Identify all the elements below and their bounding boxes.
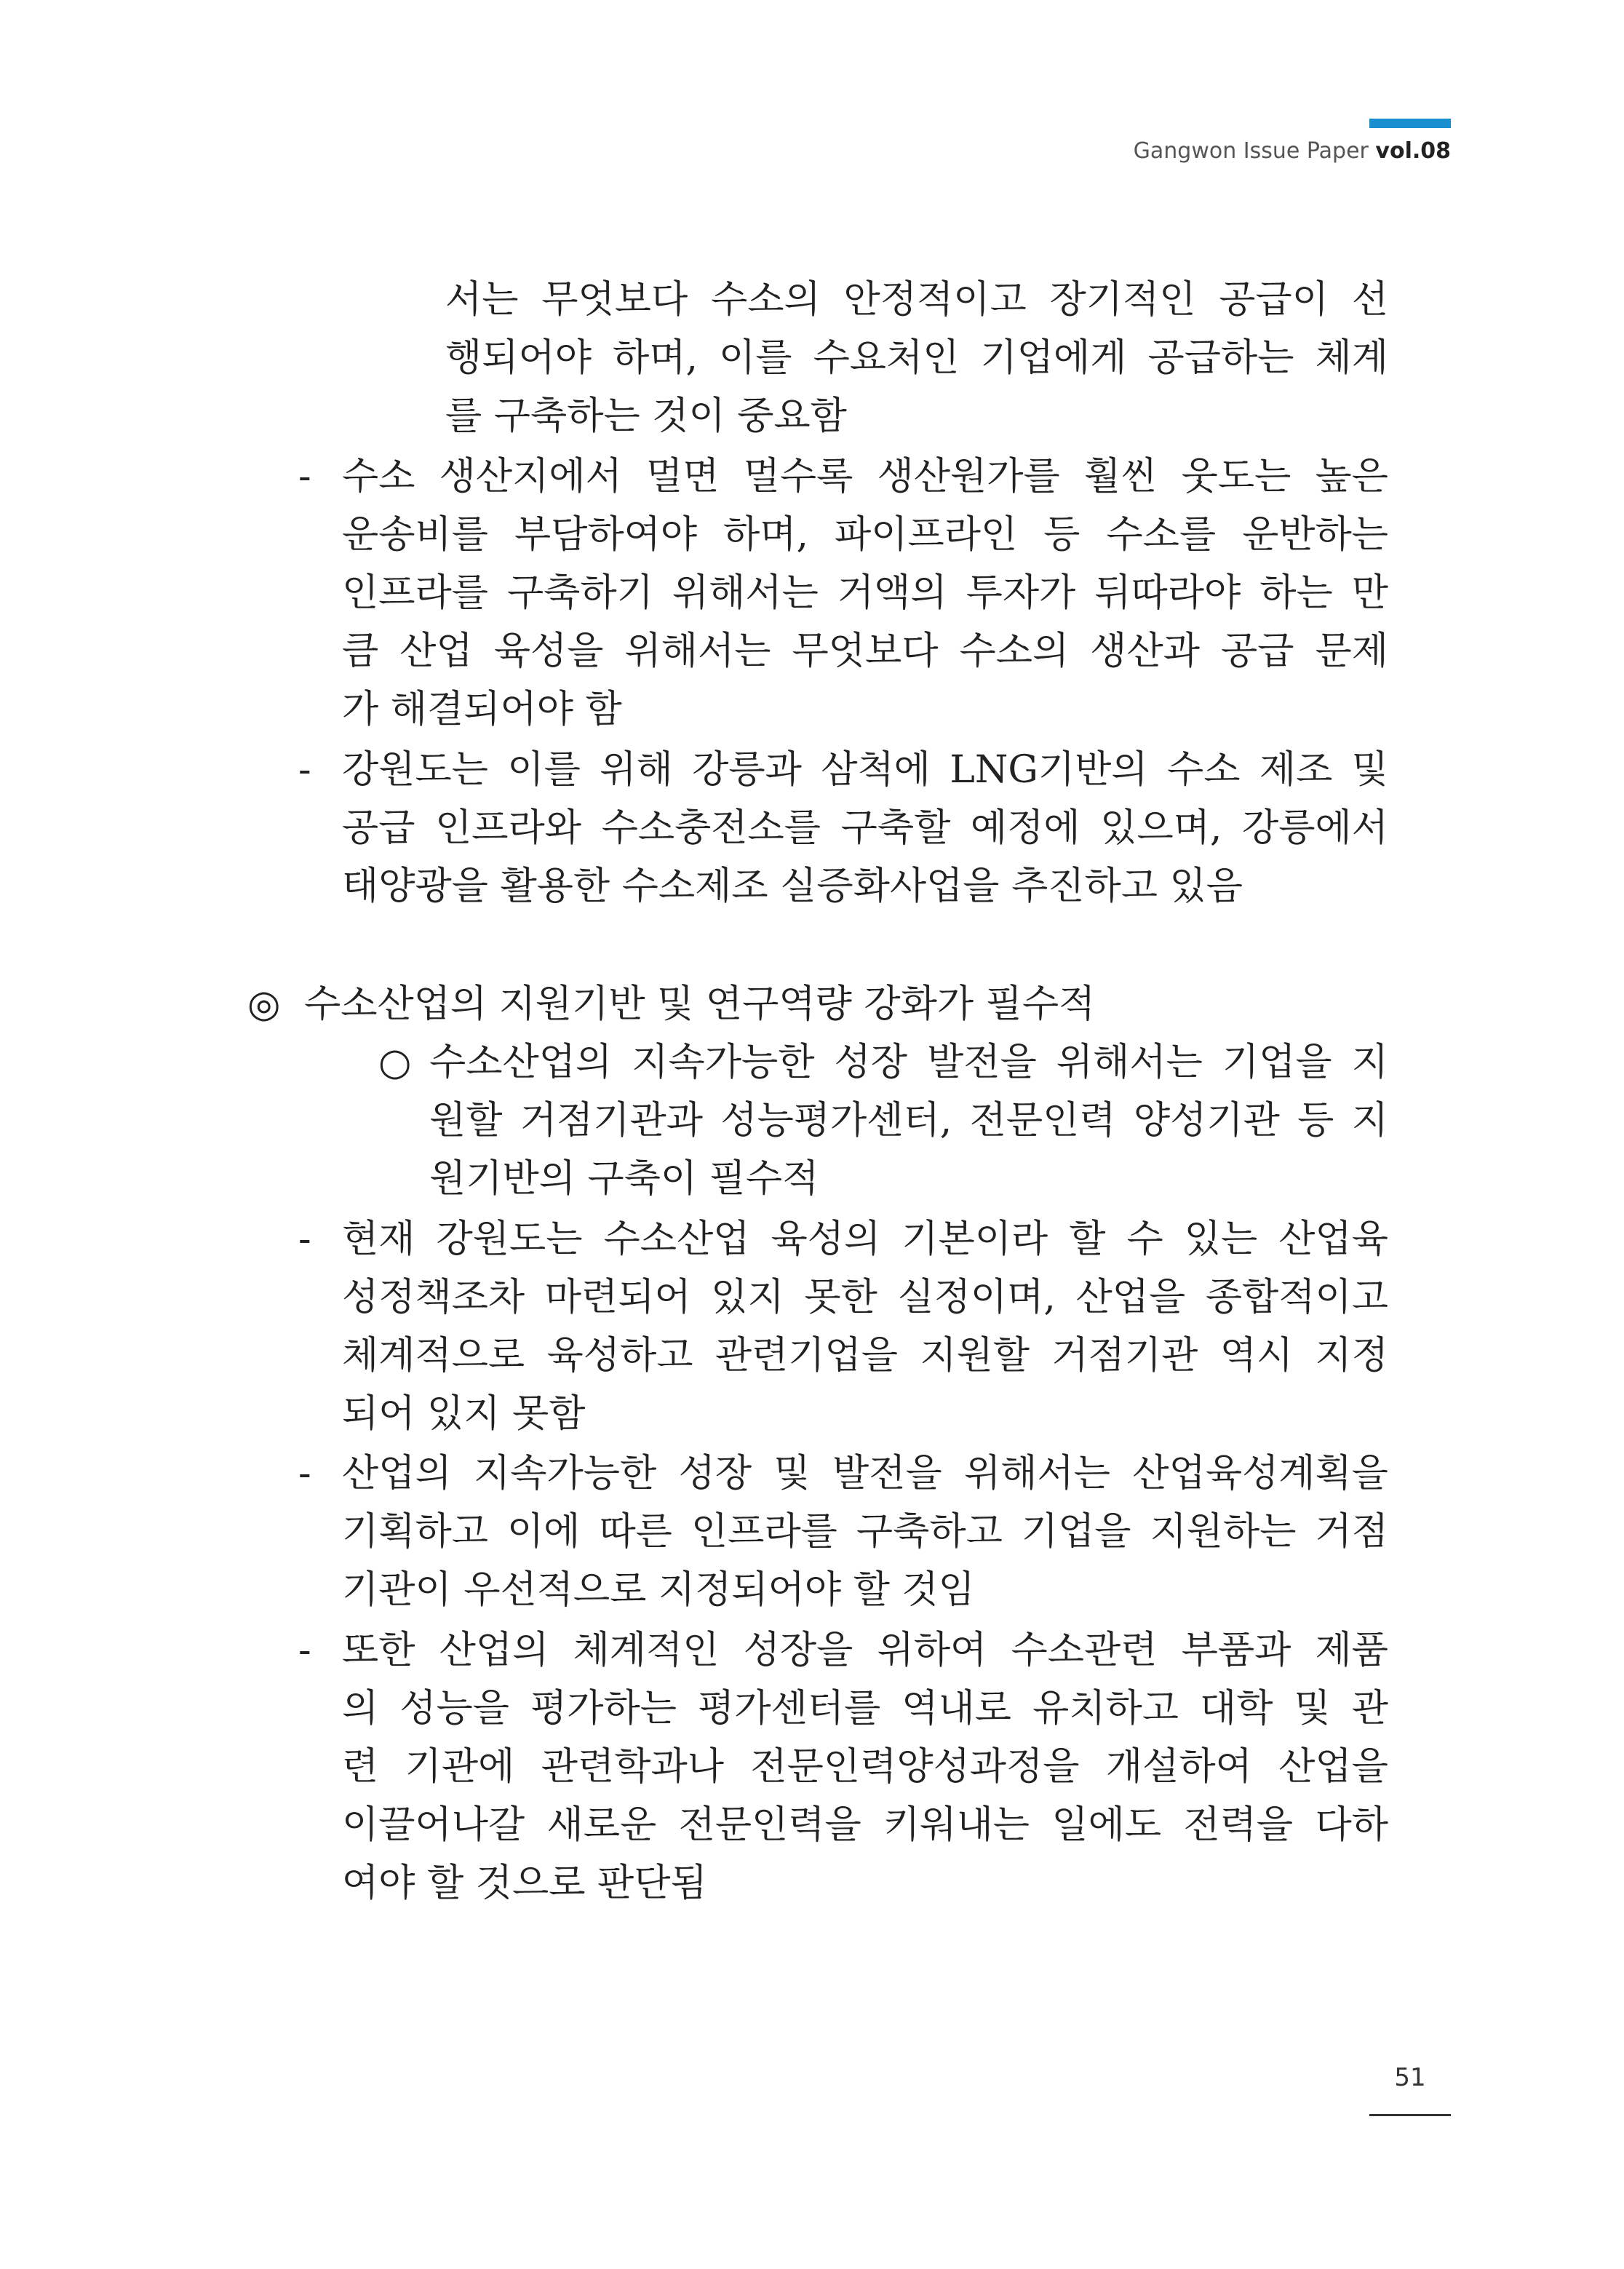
header-accent-bar bbox=[1369, 119, 1451, 128]
body-text-line: 현재 강원도는 수소산업 육성의 기본이라 할 수 있는 산업육 bbox=[342, 1217, 1388, 1261]
body-text-line: 를 구축하는 것이 중요함 bbox=[445, 394, 847, 438]
body-text-line: 이끌어나갈 새로운 전문인력을 키워내는 일에도 전력을 다하 bbox=[342, 1803, 1388, 1847]
bullet-marker: - bbox=[298, 1629, 311, 1672]
body-text-line: 태양광을 활용한 수소제조 실증화사업을 추진하고 있음 bbox=[342, 865, 1243, 908]
body-text-line: 수소산업의 지속가능한 성장 발전을 위해서는 기업을 지 bbox=[429, 1041, 1388, 1084]
bullet-marker: - bbox=[298, 1452, 311, 1495]
bullet-marker: - bbox=[298, 1217, 311, 1261]
body-text-line: 체계적으로 육성하고 관련기업을 지원할 거점기관 역시 지정 bbox=[342, 1334, 1388, 1378]
body-text-line: 기획하고 이에 따른 인프라를 구축하고 기업을 지원하는 거점 bbox=[342, 1510, 1388, 1554]
body-text-line: 공급 인프라와 수소충전소를 구축할 예정에 있으며, 강릉에서 bbox=[342, 806, 1388, 850]
body-text-line: 서는 무엇보다 수소의 안정적이고 장기적인 공급이 선 bbox=[445, 278, 1388, 322]
body-text-line: 또한 산업의 체계적인 성장을 위하여 수소관련 부품과 제품 bbox=[342, 1629, 1388, 1672]
body-text-line: 산업의 지속가능한 성장 및 발전을 위해서는 산업육성계획을 bbox=[342, 1452, 1388, 1495]
body-text-line: 운송비를 부담하여야 하며, 파이프라인 등 수소를 운반하는 bbox=[342, 513, 1388, 557]
body-text-line: 원할 거점기관과 성능평가센터, 전문인력 양성기관 등 지 bbox=[429, 1099, 1388, 1143]
bullet-marker: ◎ bbox=[247, 982, 281, 1026]
body-text-line: 성정책조차 마련되어 있지 못한 실정이며, 산업을 종합적이고 bbox=[342, 1276, 1388, 1319]
body-text-line: 큼 산업 육성을 위해서는 무엇보다 수소의 생산과 공급 문제 bbox=[342, 629, 1388, 673]
body-text-line: 강원도는 이를 위해 강릉과 삼척에 LNG기반의 수소 제조 및 bbox=[342, 748, 1388, 792]
header-volume: vol.08 bbox=[1375, 138, 1451, 164]
body-text-line: 의 성능을 평가하는 평가센터를 역내로 유치하고 대학 및 관 bbox=[342, 1687, 1388, 1730]
header-title: Gangwon Issue Paper vol.08 bbox=[1133, 138, 1451, 164]
body-text-line: 가 해결되어야 함 bbox=[342, 688, 622, 731]
body-text-line: 여야 할 것으로 판단됨 bbox=[342, 1861, 707, 1905]
body-text-line: 원기반의 구축이 필수적 bbox=[429, 1157, 819, 1201]
body-text-line: 인프라를 구축하기 위해서는 거액의 투자가 뒤따라야 하는 만 bbox=[342, 571, 1388, 615]
page-number: 51 bbox=[1394, 2063, 1426, 2092]
body-text-line: 련 기관에 관련학과나 전문인력양성과정을 개설하여 산업을 bbox=[342, 1745, 1388, 1789]
body-text-line: 수소 생산지에서 멀면 멀수록 생산원가를 훨씬 웃도는 높은 bbox=[342, 455, 1388, 498]
page-number-rule bbox=[1369, 2114, 1451, 2116]
body-text-line: 기관이 우선적으로 지정되어야 할 것임 bbox=[342, 1568, 975, 1612]
body-text-line: 행되어야 하며, 이를 수요처인 기업에게 공급하는 체계 bbox=[445, 336, 1388, 380]
bullet-marker: - bbox=[298, 455, 311, 498]
body-text-line: 되어 있지 못함 bbox=[342, 1392, 586, 1436]
bullet-marker: ○ bbox=[378, 1041, 412, 1084]
body-text-line: 수소산업의 지원기반 및 연구역량 강화가 필수적 bbox=[304, 982, 1096, 1026]
bullet-marker: - bbox=[298, 748, 311, 792]
